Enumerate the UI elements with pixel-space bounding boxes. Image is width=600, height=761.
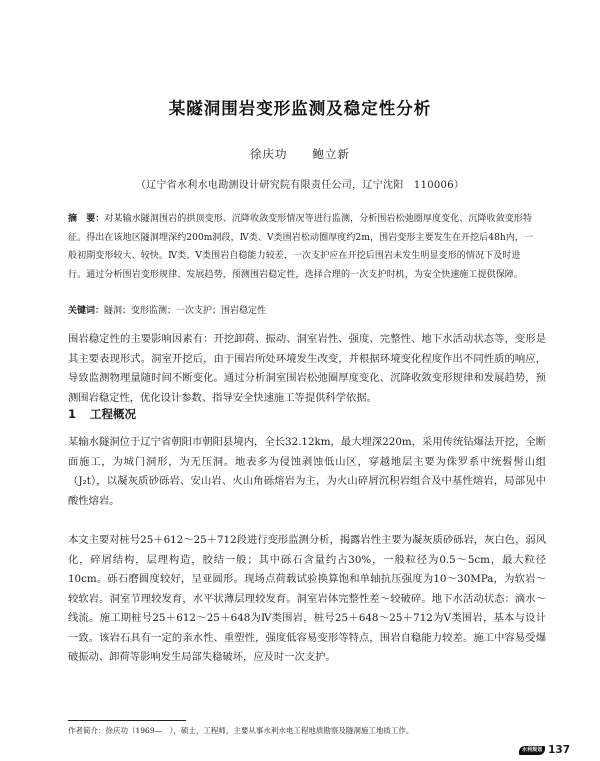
keywords (68, 303, 538, 319)
section-title: 工程概况 (90, 407, 137, 421)
abstract (68, 210, 538, 284)
page-footer (519, 744, 570, 756)
footnote-divider (68, 720, 186, 721)
article-title: 某隧洞围岩变形监测及稳定性分析 (168, 99, 432, 118)
journal-logo-icon: 水利规划 (519, 746, 545, 755)
abstract-text: 对某输水隧洞围岩的拱顶变形、沉降收敛变形情况等进行监测，分析围岩松弛圈厚度变化、沉降收敛变形特征。得出在该地区隧洞埋深约200m洞段，Ⅳ类、Ⅴ类围岩松动圈厚度约2m，围岩变形主要发生在开挖后48h内，一般初期变形较大、较快。Ⅳ类、Ⅴ类围岩自稳能力较差，一次支护应在开挖后围岩未发生明显变形的情况下及时进行。通过分析围岩变形规律、发展趋势，预测围岩稳定性，选择合理的一次支护时机，为安全快速施工提供保障。 (68, 214, 534, 280)
intro-paragraph: 围岩稳定性的主要影响因素有：开挖卸荷、振动、洞室岩性、强度、完整性、地下水活动状态等，变形是其主要表现形式。洞室开挖后，由于围岩所处环境发生改变，并根据环境变化程度作出不同性质的响应，导致监测物理量随时间不断变化。通过分析洞室围岩松弛圈厚度变化、沉降收敛变形规律和发展趋势，预测围岩稳定性，优化设计参数、指导安全快速施工等提供科学依据。 (68, 333, 546, 404)
keywords-text: 隧洞；变形监测；一次支护；围岩稳定性 (104, 306, 267, 316)
section-paragraph-2: 本文主要对桩号25＋612～25＋712段进行变形监测分析，揭露岩性主要为凝灰质砂砾岩，灰白色，弱风化，碎屑结构，层理构造，胶结一般；其中砾石含量约占30%，一般粒径为0.5～5cm，最大粒径10cm。砾石磨圆度较好，呈亚圆形。现场点荷载试验换算饱和单轴抗压强度为10～30MPa，为软岩～较软岩。洞室节理较发育，水平状薄层理较发育。洞室岩体完整性差～较破碎。地下水活动状态：滴水～线流。施工期桩号25＋612～25＋648为Ⅳ类围岩，桩号25＋648～25＋712为Ⅴ类围岩，基本与设计一致。该岩石具有一定的亲水性、重塑性，强度低容易变形等特点，围岩自稳能力较差。施工中容易受爆破振动、卸荷等影响发生局部失稳破坏，应及时一次支护。 (68, 534, 546, 663)
affiliation: （辽宁省水利水电勘测设计研究院有限责任公司，辽宁沈阳 110006） (135, 180, 465, 191)
author-footnote: 作者简介：徐庆功（1969— ），硕士，工程师，主要从事水利水电工程地质勘察及隧洞施工地质工作。 (68, 726, 414, 735)
section-number: 1 (68, 407, 77, 421)
section-paragraph-1: 某输水隧洞位于辽宁省朝阳市朝阳县境内，全长32.12km，最大埋深220m，采用传统钻爆法开挖，全断面施工，为城门洞形，为无压洞。地表多为侵蚀剥蚀低山区，穿越地层主要为侏罗系中统髫髻山组（J₂t），以凝灰质砂砾岩、安山岩、火山角砾熔岩为主，为火山碎屑沉积岩组合及中基性熔岩，局部见中酸性熔岩。 (68, 436, 546, 507)
page-number: 137 (548, 744, 570, 756)
authors: 徐庆功 鲍立新 (250, 147, 350, 161)
section-heading (68, 406, 136, 422)
keywords-label: 关键词： (68, 306, 105, 316)
abstract-label: 摘 要： (68, 214, 105, 224)
